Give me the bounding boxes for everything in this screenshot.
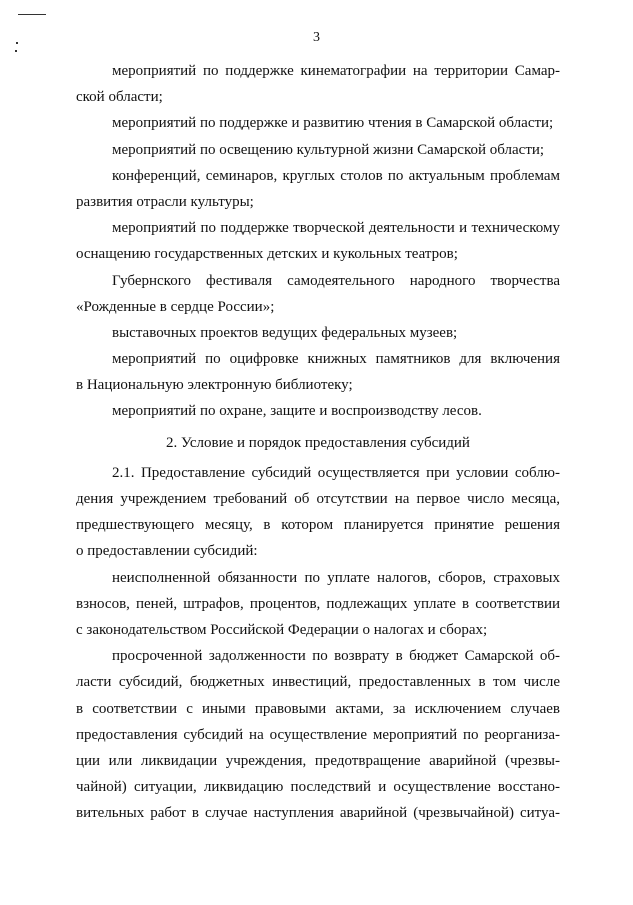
page-number: 3 [313,30,320,45]
text-line: мероприятий по освещению культурной жизни Самарской области; [112,141,545,158]
text-line: мероприятий по охране, защите и воспроизводству лесов. [112,403,482,420]
text-line: оснащению государственных детских и кукольных театров; [76,246,458,263]
text-line: предоставления субсидий на осуществление мероприятий по реорганиза- [76,726,560,743]
section-heading: 2. Условие и порядок предоставления субсидий [166,434,470,451]
text-line: о предоставлении субсидий: [76,543,258,560]
text-line: неисполненной обязанности по уплате налогов, сборов, страховых [112,569,560,586]
scan-artifact-line [18,14,46,15]
text-line: мероприятий по поддержке кинематографии на территории Самар- [112,63,560,79]
text-line: мероприятий по поддержке творческой деятельности и техническому [112,220,560,237]
text-line: предшествующего месяцу, в котором планируется принятие решения [76,517,560,534]
text-line: ласти субсидий, бюджетных инвестиций, предоставленных в том числе [76,674,560,691]
text-line: 2.1. Предоставление субсидий осуществляется при условии соблю- [112,464,560,481]
text-line: вительных работ в случае наступления аварийной (чрезвычайной) ситуа- [76,805,560,822]
text-line: в Национальную электронную библиотеку; [76,377,353,394]
text-line: в соответствии с иными правовыми актами, за исключением случаев [76,700,560,717]
text-line: мероприятий по поддержке и развитию чтения в Самарской области; [112,115,554,132]
text-line: «Рожденные в сердце России»; [76,298,275,315]
text-line: ской области; [76,89,163,106]
text-line: взносов, пеней, штрафов, процентов, подлежащих уплате в соответствии [76,595,560,612]
text-line: чайной) ситуации, ликвидацию последствий и осуществление восстано- [76,779,560,796]
text-line: развития отрасли культуры; [76,193,254,210]
text-line: ции или ликвидации учреждения, предотвращение аварийной (чрезвы- [76,752,560,769]
text-line: выставочных проектов ведущих федеральных музеев; [112,324,458,341]
text-line: мероприятий по оцифровке книжных памятников для включения [112,351,560,368]
text-line: просроченной задолженности по возврату в бюджет Самарской об- [112,648,560,665]
text-line: дения учреждением требований об отсутствии на первое число месяца, [76,491,560,507]
text-line: с законодательством Российской Федерации о налогах и сборах; [76,621,488,638]
document-body [76,58,560,826]
text-line: конференций, семинаров, круглых столов по актуальным проблемам [112,167,560,184]
text-line: Губернского фестиваля самодеятельного народного творчества [112,272,560,289]
scan-artifact-dot [15,50,17,52]
